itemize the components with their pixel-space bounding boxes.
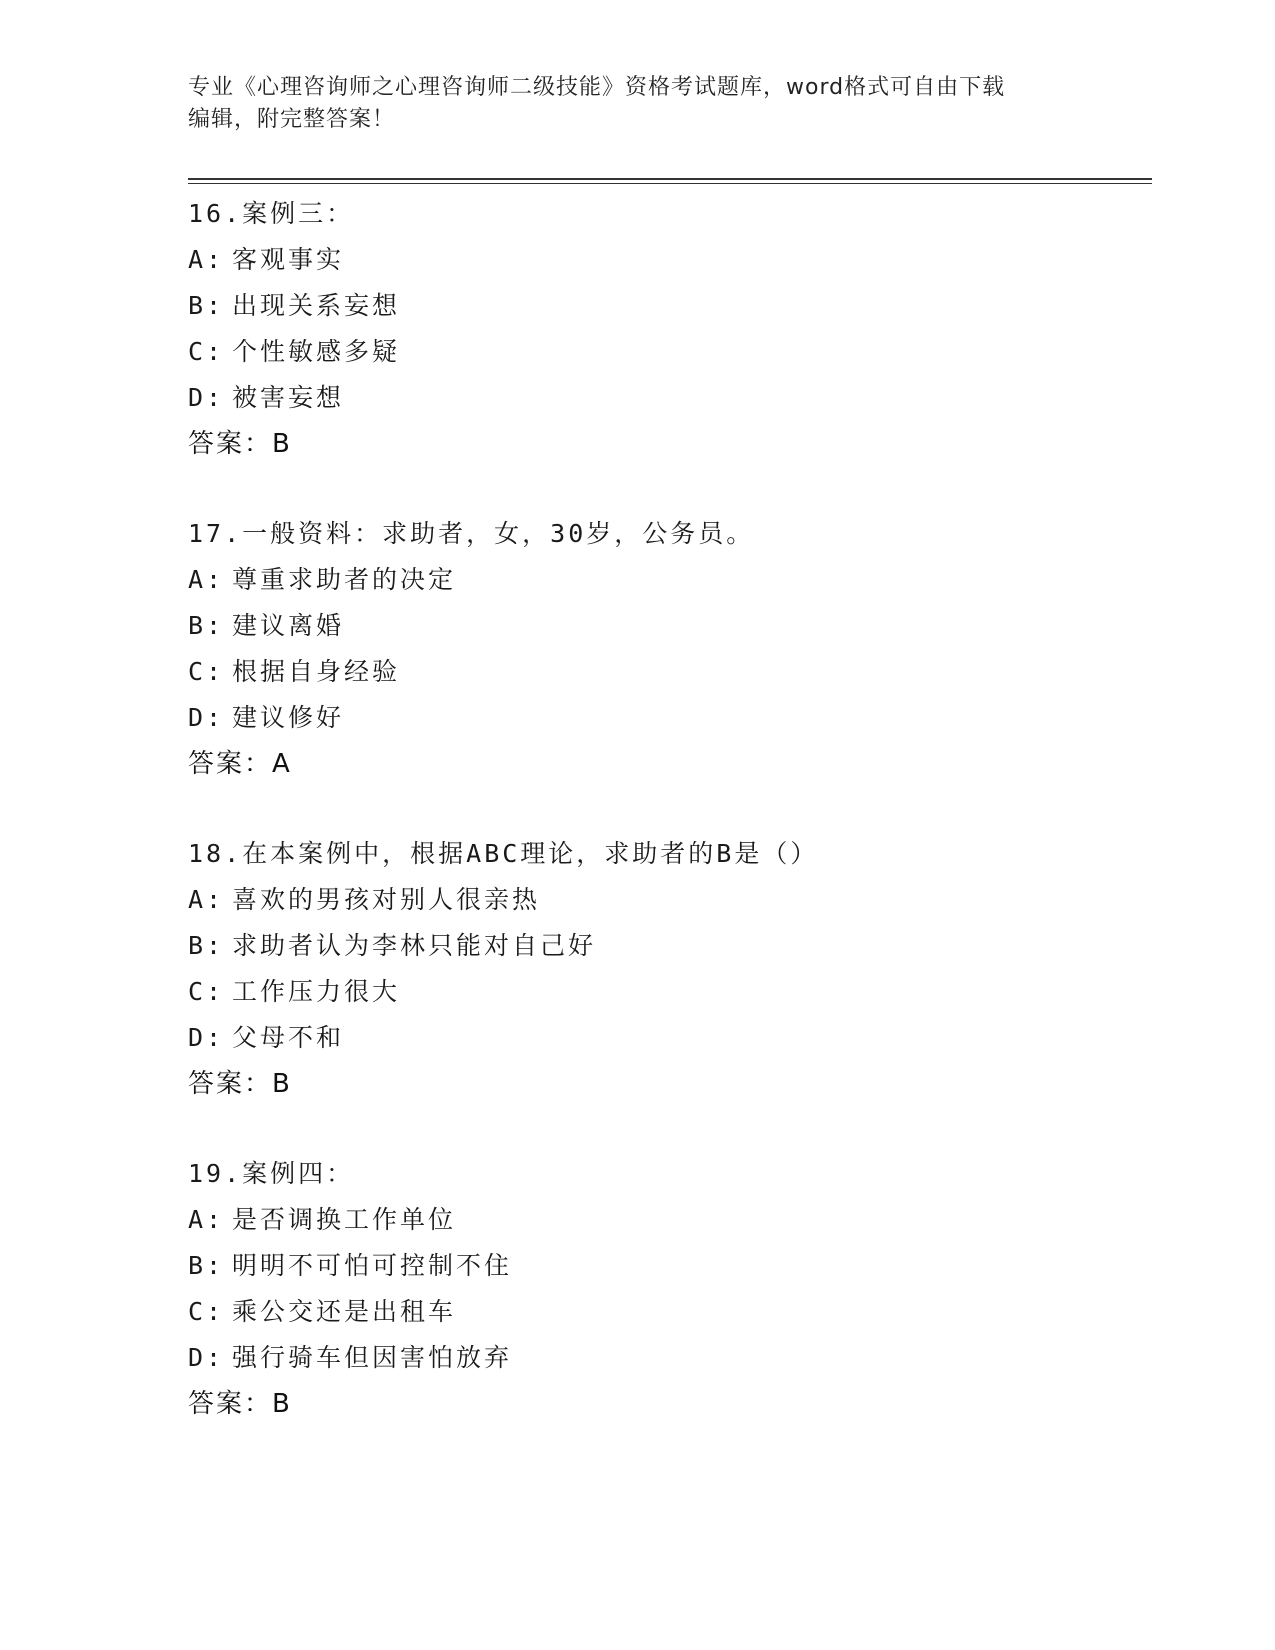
option-text: 父母不和 — [232, 1023, 345, 1052]
question-list — [188, 191, 1148, 1471]
option-key: A: — [188, 245, 225, 274]
option-key: D: — [188, 703, 225, 732]
option-c — [188, 969, 1148, 1015]
option-d — [188, 1015, 1148, 1061]
header-line-2: 编辑，附完整答案！ — [188, 107, 396, 132]
option-c — [188, 649, 1148, 695]
option-text: 根据自身经验 — [232, 657, 401, 686]
option-key: A: — [188, 565, 225, 594]
option-text: 建议修好 — [232, 703, 345, 732]
option-key: D: — [188, 383, 225, 412]
question-16 — [188, 191, 1148, 467]
header-line-1: 专业《心理咨询师之心理咨询师二级技能》资格考试题库，word格式可自由下载 — [188, 75, 1006, 100]
answer-line: 答案：A — [188, 749, 292, 779]
option-b — [188, 1243, 1148, 1289]
option-key: B: — [188, 931, 225, 960]
option-text: 工作压力很大 — [232, 977, 401, 1006]
option-b — [188, 923, 1148, 969]
option-text: 明明不可怕可控制不住 — [232, 1251, 513, 1280]
option-key: D: — [188, 1023, 225, 1052]
option-key: C: — [188, 337, 225, 366]
option-key: C: — [188, 657, 225, 686]
document-header — [188, 72, 1068, 136]
option-c — [188, 1289, 1148, 1335]
question-18 — [188, 831, 1148, 1107]
question-stem: 16.案例三： — [188, 199, 355, 228]
option-key: A: — [188, 1205, 225, 1234]
option-a — [188, 877, 1148, 923]
answer-line: 答案：B — [188, 1389, 292, 1419]
answer-line: 答案：B — [188, 429, 292, 459]
option-text: 建议离婚 — [232, 611, 345, 640]
option-text: 是否调换工作单位 — [232, 1205, 457, 1234]
option-key: D: — [188, 1343, 225, 1372]
option-text: 出现关系妄想 — [232, 291, 401, 320]
option-a — [188, 557, 1148, 603]
option-d — [188, 375, 1148, 421]
option-key: B: — [188, 611, 225, 640]
option-text: 求助者认为李林只能对自己好 — [232, 931, 597, 960]
option-a — [188, 237, 1148, 283]
question-17 — [188, 511, 1148, 787]
option-text: 被害妄想 — [232, 383, 345, 412]
option-text: 强行骑车但因害怕放弃 — [232, 1343, 513, 1372]
option-key: C: — [188, 977, 225, 1006]
option-key: C: — [188, 1297, 225, 1326]
option-key: B: — [188, 291, 225, 320]
option-b — [188, 283, 1148, 329]
option-d — [188, 1335, 1148, 1381]
option-key: B: — [188, 1251, 225, 1280]
question-stem: 19.案例四： — [188, 1159, 355, 1188]
option-c — [188, 329, 1148, 375]
header-rule-thin — [188, 183, 1152, 184]
question-stem: 17.一般资料：求助者，女，30岁，公务员。 — [188, 519, 755, 548]
option-b — [188, 603, 1148, 649]
option-text: 个性敏感多疑 — [232, 337, 401, 366]
answer-line: 答案：B — [188, 1069, 292, 1099]
option-text: 客观事实 — [232, 245, 345, 274]
option-text: 喜欢的男孩对别人很亲热 — [232, 885, 541, 914]
question-19 — [188, 1151, 1148, 1427]
option-text: 尊重求助者的决定 — [232, 565, 457, 594]
option-text: 乘公交还是出租车 — [232, 1297, 457, 1326]
question-stem: 18.在本案例中，根据ABC理论，求助者的B是（） — [188, 839, 819, 868]
option-a — [188, 1197, 1148, 1243]
header-rule-thick — [188, 178, 1152, 180]
option-key: A: — [188, 885, 225, 914]
option-d — [188, 695, 1148, 741]
